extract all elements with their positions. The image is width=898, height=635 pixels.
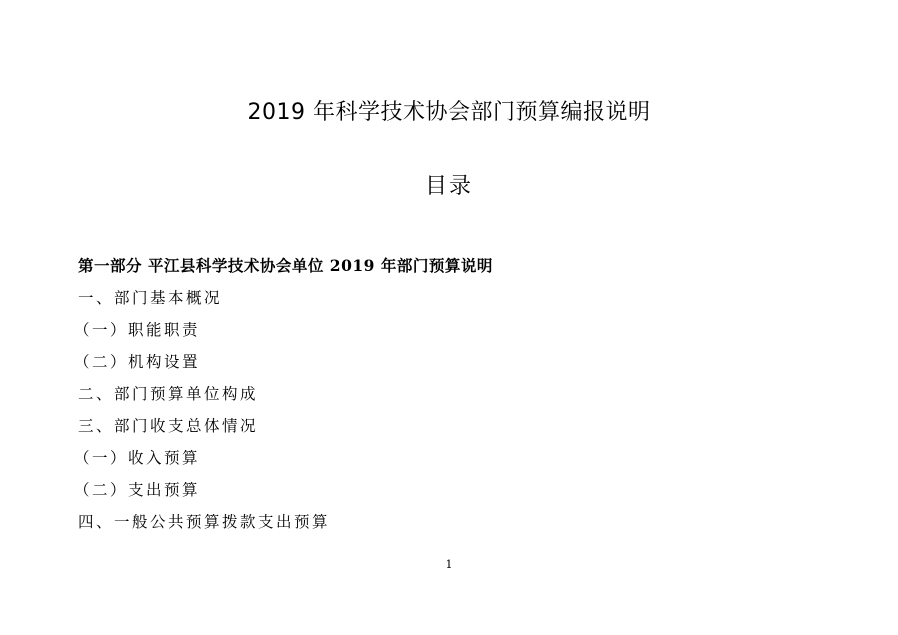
toc-item-budget-unit-composition: 二、部门预算单位构成 <box>78 385 259 403</box>
toc-item-functions-duties: （一）职能职责 <box>74 321 201 339</box>
table-of-contents <box>74 250 493 538</box>
toc-item-department-overview: 一、部门基本概况 <box>78 289 223 307</box>
toc-item-revenue-budget: （一）收入预算 <box>74 449 201 467</box>
toc-item-expenditure-budget: （二）支出预算 <box>74 481 201 499</box>
toc-heading: 目录 <box>424 174 473 199</box>
toc-item-organization-setup: （二）机构设置 <box>74 353 201 371</box>
toc-item-public-budget-expenditure: 四、一般公共预算拨款支出预算 <box>78 513 331 531</box>
page-number: 1 <box>445 558 453 571</box>
toc-item-part-one: 第一部分 平江县科学技术协会单位 2019 年部门预算说明 <box>78 256 493 275</box>
toc-item-revenue-expenditure-overview: 三、部门收支总体情况 <box>78 417 259 435</box>
document-title: 2019 年科学技术协会部门预算编报说明 <box>247 100 651 125</box>
